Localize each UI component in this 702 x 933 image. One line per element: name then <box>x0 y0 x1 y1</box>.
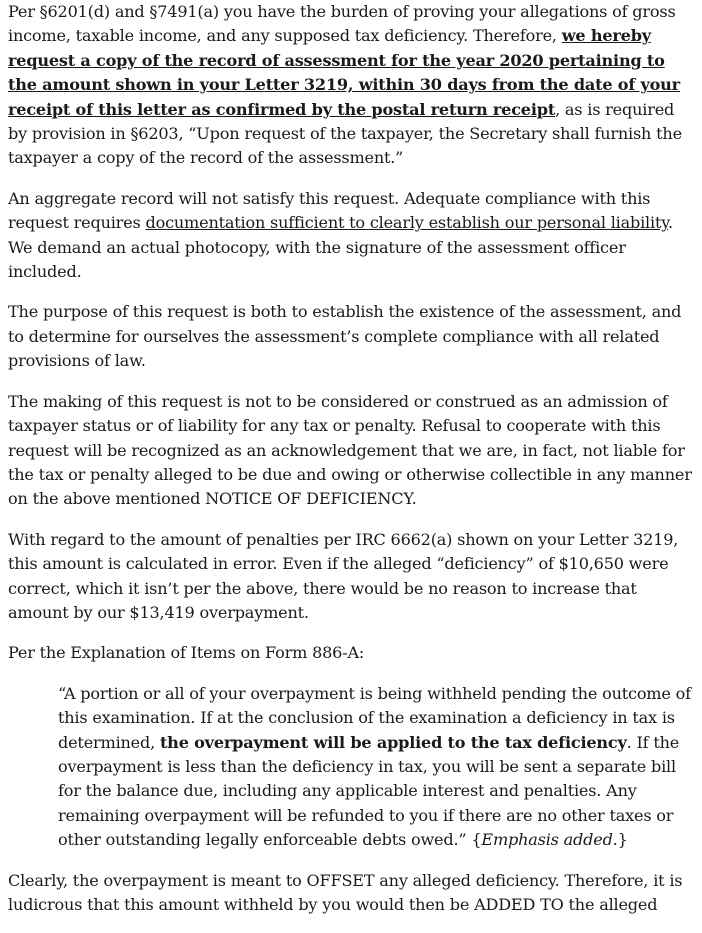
paragraph-offset: Clearly, the overpayment is meant to OFFSET any alleged deficiency. Therefore, it is ludicrous that this amount withheld by you would then be ADDED TO the alleged <box>8 870 683 914</box>
p2-text-lead: An aggregate record will not satisfy this request. Adequate compliance with this request requires <box>8 188 651 233</box>
p1-text-tail: , as is required by provision in §6203, “Upon request of the taxpayer, the Secretary shall furnish the taxpayer a copy of the record of the assessment.” <box>8 99 682 168</box>
quote-text-lead: “A portion or all of your overpayment is being withheld pending the outcome of this examination. If at the conclusion of the examination a deficiency in tax is determined, <box>58 683 691 752</box>
paragraph-form-886a-intro: Per the Explanation of Items on Form 886-A: <box>8 643 365 663</box>
p2-personal-liability: documentation sufficient to clearly establish our personal liability <box>145 213 668 233</box>
paragraph-penalties: With regard to the amount of penalties per IRC 6662(a) shown on your Letter 3219, this amount is calculated in error. Even if the alleged “deficiency” of $10,650 were correct, which it isn’t per the above, there would be no reason to increase that amount by our $13,419 overpayment. <box>8 529 679 622</box>
quote-emphasis-note: Emphasis added. <box>481 830 618 850</box>
quote-emphasis: the overpayment will be applied to the tax deficiency <box>159 732 627 752</box>
quote-close-brace: } <box>617 830 628 850</box>
p1-text-lead: Per §6201(d) and §7491(a) you have the burden of proving your allegations of gross income, taxable income, and any supposed tax deficiency. Therefore, <box>8 2 676 46</box>
paragraph-purpose: The purpose of this request is both to establish the existence of the assessment, and to determine for ourselves the assessment’s complete compliance with all related provisions of law. <box>8 302 682 371</box>
p1-assessment-request: we hereby request a copy of the record of assessment for the year 2020 pertaining to the amount shown in your Letter 3219, within 30 days from the date of your receipt of this letter as confirmed by the postal return receipt <box>8 26 680 119</box>
letter-body <box>8 0 696 933</box>
p2-text-tail: . We demand an actual photocopy, with the signature of the assessment officer included. <box>8 213 673 282</box>
paragraph-aggregate-record <box>8 187 696 285</box>
paragraph-burden-of-proof <box>8 0 696 171</box>
paragraph-not-admission: The making of this request is not to be considered or construed as an admission of taxpayer status or of liability for any tax or penalty. Refusal to cooperate with this request will be recognized as an acknowledgement that we are, in fact, not liable for the tax or penalty alleged to be due and owing or otherwise collectible in any manner on the above mentioned NOTICE OF DEFICIENCY. <box>8 391 692 509</box>
form-886a-quote <box>58 682 696 853</box>
quote-text-tail: . If the overpayment is less than the deficiency in tax, you will be sent a separate bill for the balance due, including any applicable interest and penalties. Any remaining overpayment will be refunded to you if there are no other taxes or other outstanding legally enforceable debts owed.” { <box>58 732 680 850</box>
